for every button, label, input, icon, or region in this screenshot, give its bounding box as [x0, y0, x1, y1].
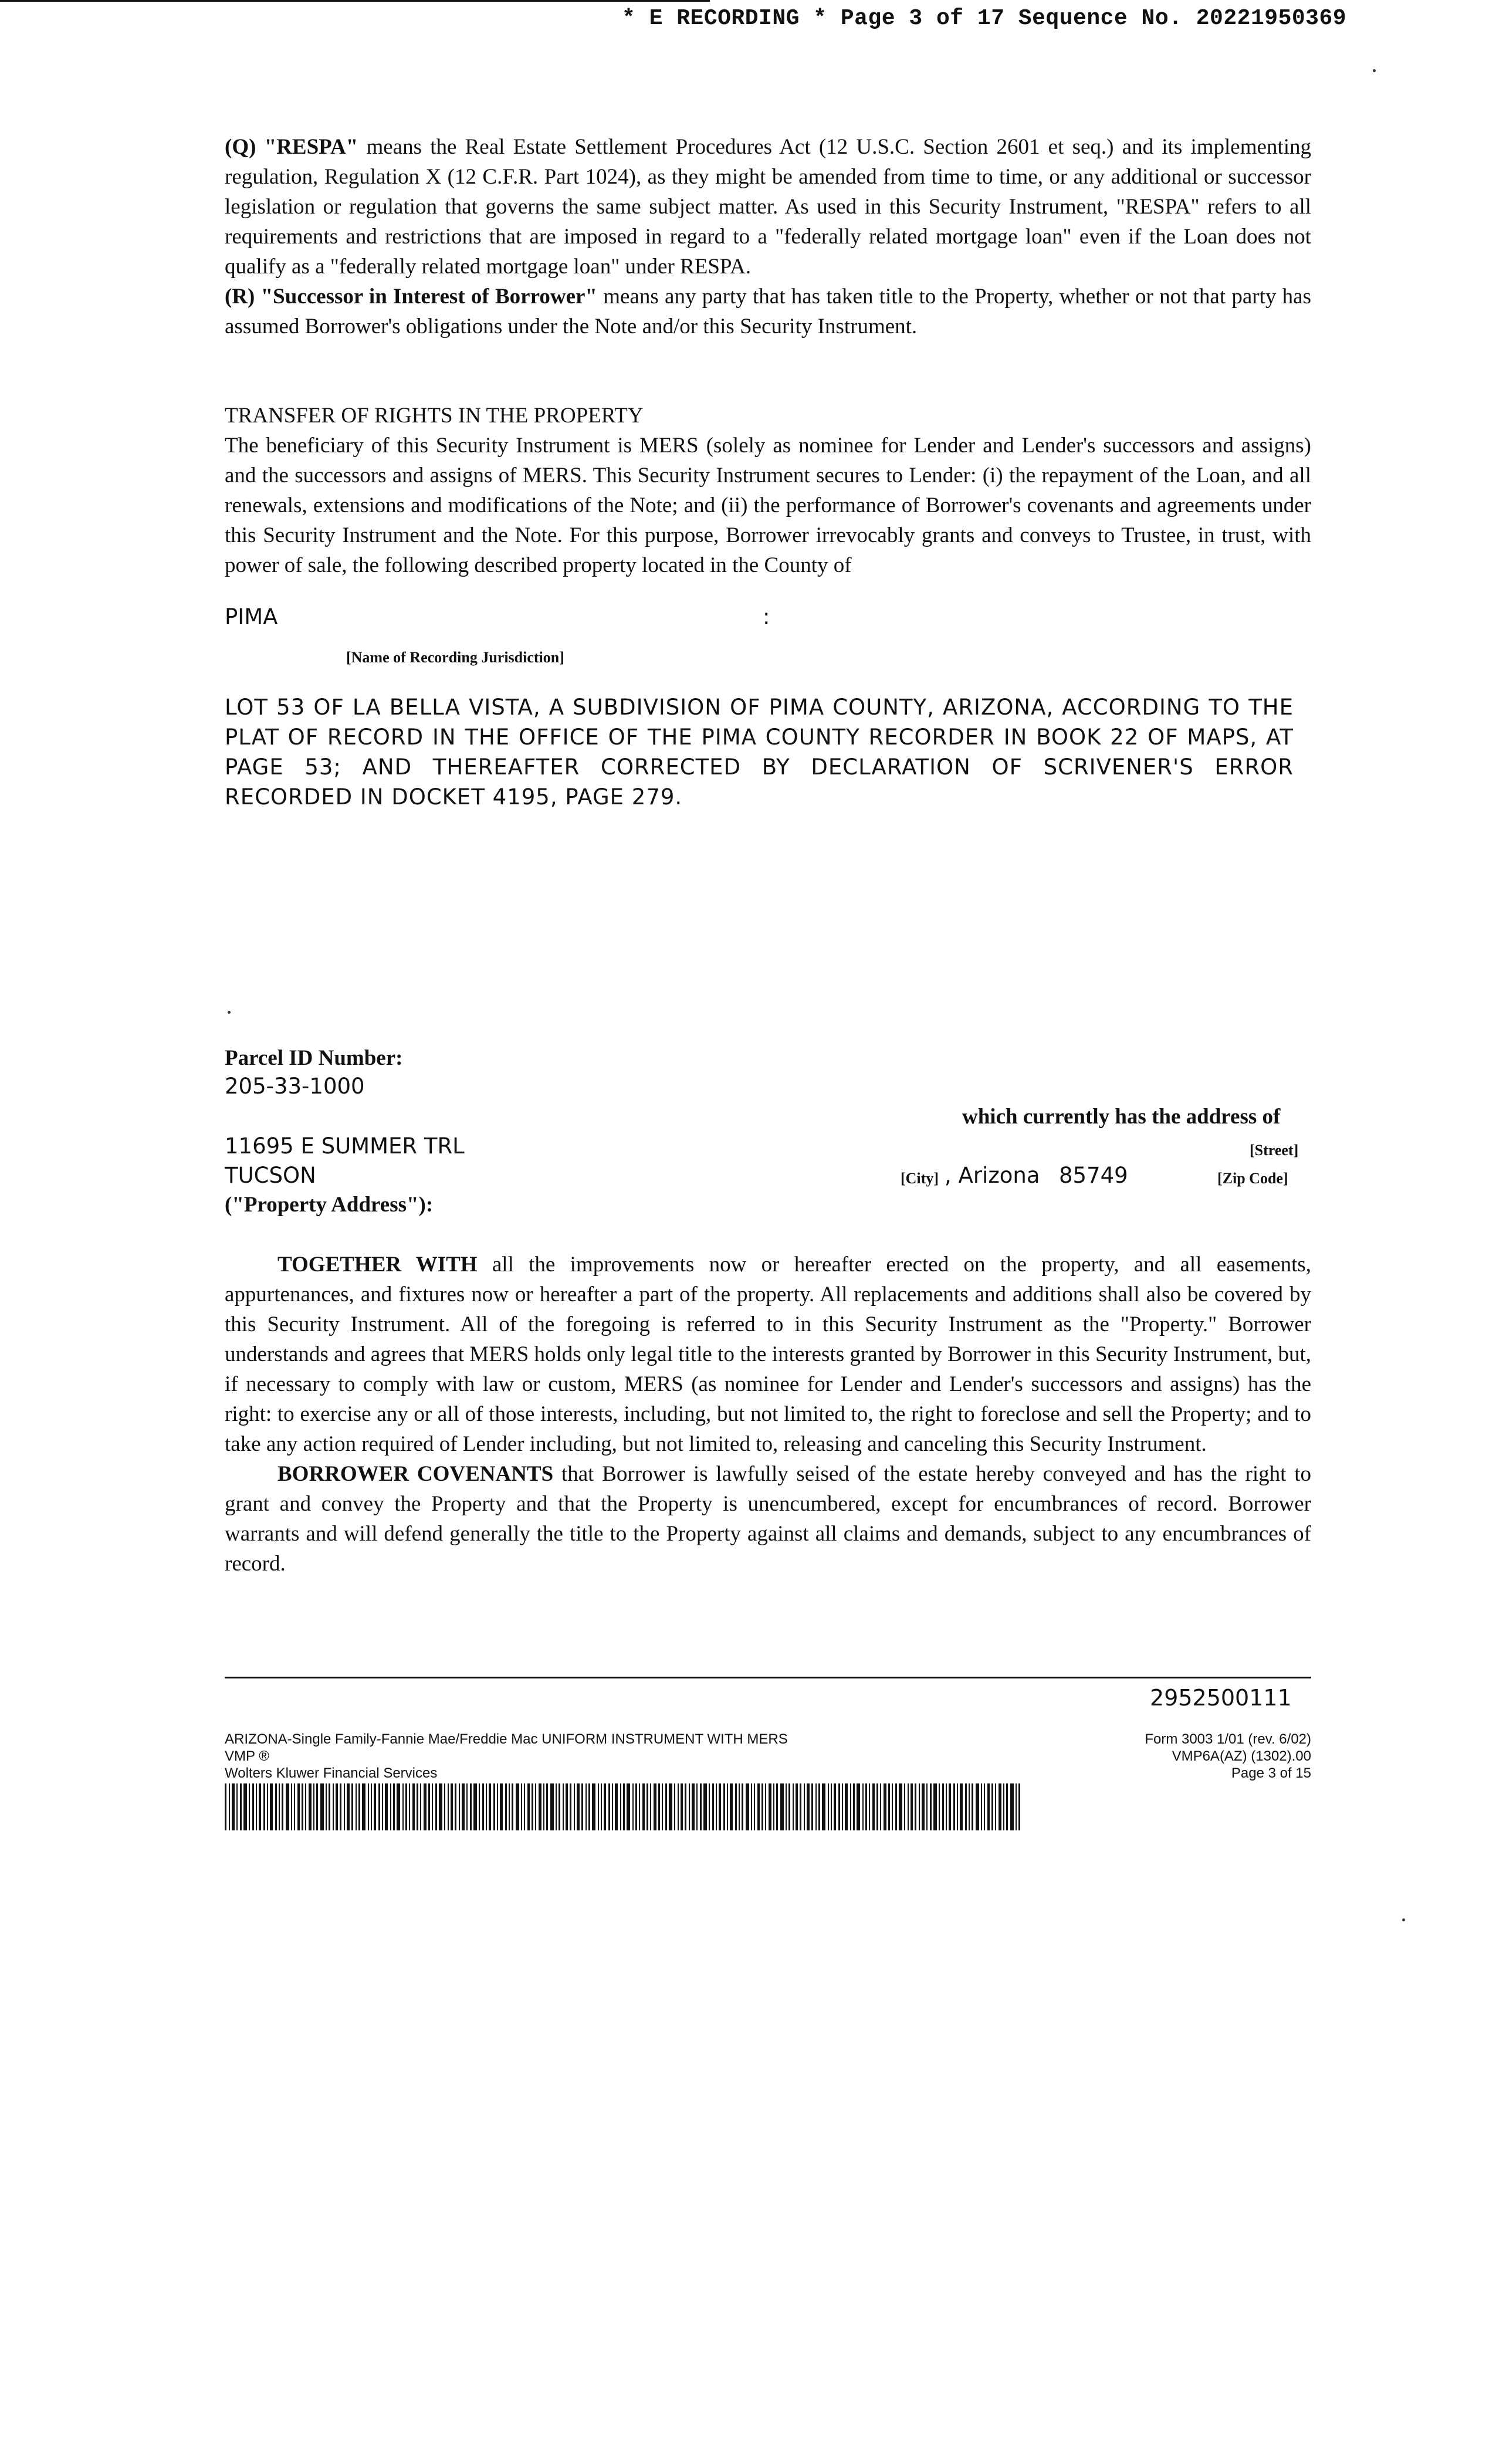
- barcode-bar: [393, 1783, 395, 1830]
- barcode-bar: [654, 1783, 656, 1830]
- barcode-bar: [773, 1783, 774, 1830]
- definition-q-text: means the Real Estate Settlement Procedures Act (12 U.S.C. Section 2601 et seq.) and its implementing regulation, Regulation X (12 C.F.R. Part 1024), as they might be amended from time to time, or any additional or successor legislation or regulation that governs the same subject matter. As used in this Security Instrument, "RESPA" refers to all requirements and restrictions that are imposed in regard to a "federally related mortgage loan" even if the Loan does not qualify as a "federally related mortgage loan" under RESPA.: [225, 135, 1311, 279]
- barcode-bar: [397, 1783, 400, 1830]
- barcode-bar: [351, 1783, 353, 1830]
- barcode-bar: [904, 1783, 905, 1830]
- conveyance-section: [225, 1250, 1311, 1579]
- barcode-bar: [405, 1783, 407, 1830]
- barcode-bar: [800, 1783, 801, 1830]
- barcode-bar: [497, 1783, 498, 1830]
- barcode-bar: [470, 1783, 472, 1830]
- barcode-bar: [358, 1783, 360, 1830]
- barcode-bar: [919, 1783, 920, 1830]
- barcode-bar: [786, 1783, 787, 1830]
- barcode-bar: [850, 1783, 851, 1830]
- barcode-bar: [521, 1783, 522, 1830]
- barcode-bar: [880, 1783, 881, 1830]
- barcode-bar: [489, 1783, 491, 1830]
- barcode-bar: [479, 1783, 480, 1830]
- barcode-bar: [642, 1783, 645, 1830]
- city-label: [City]: [901, 1170, 939, 1187]
- barcode-bar: [793, 1783, 794, 1830]
- barcode-bar: [574, 1783, 575, 1830]
- street-label: [Street]: [1250, 1142, 1299, 1159]
- address-intro: which currently has the address of: [962, 1105, 1281, 1129]
- barcode-bar: [535, 1783, 536, 1830]
- barcode-bar: [291, 1783, 292, 1830]
- barcode-bar: [524, 1783, 525, 1830]
- definition-q: [225, 132, 1311, 282]
- barcode-bar: [601, 1783, 602, 1830]
- barcode-bar: [727, 1783, 728, 1830]
- barcode-bar: [236, 1783, 238, 1830]
- barcode-bar: [432, 1783, 433, 1830]
- barcode-bar: [232, 1783, 235, 1830]
- barcode-bar: [302, 1783, 303, 1830]
- barcode-bar: [263, 1783, 265, 1830]
- barcode-bar: [757, 1783, 760, 1830]
- barcode-bar: [320, 1783, 324, 1830]
- barcode-bar: [620, 1783, 621, 1830]
- barcode-bar: [1006, 1783, 1008, 1830]
- barcode-bar: [1003, 1783, 1004, 1830]
- barcode-bar: [969, 1783, 970, 1830]
- barcode-bar: [444, 1783, 445, 1830]
- barcode-bar: [742, 1783, 743, 1830]
- barcode-bar: [382, 1783, 383, 1830]
- barcode-bar: [592, 1783, 595, 1830]
- barcode-bar: [716, 1783, 717, 1830]
- barcode-bar: [658, 1783, 660, 1830]
- barcode-bar: [957, 1783, 958, 1830]
- barcode-bar: [374, 1783, 376, 1830]
- barcode-bar: [267, 1783, 268, 1830]
- barcode-bar: [412, 1783, 415, 1830]
- barcode-bar: [627, 1783, 630, 1830]
- street-value: 11695 E SUMMER TRL: [225, 1133, 465, 1159]
- definition-q-label: (Q) "RESPA": [225, 135, 358, 159]
- barcode-bar: [739, 1783, 740, 1830]
- barcode-bar: [780, 1783, 784, 1830]
- definition-r-label: (R) "Successor in Interest of Borrower": [225, 285, 597, 309]
- barcode-bar: [765, 1783, 766, 1830]
- barcode-bar: [639, 1783, 640, 1830]
- borrower-covenants-lead: BORROWER COVENANTS: [277, 1462, 554, 1486]
- form-number: Form 3003 1/01 (rev. 6/02): [1145, 1731, 1311, 1747]
- barcode-bar: [493, 1783, 495, 1830]
- publisher-name: Wolters Kluwer Financial Services: [225, 1765, 438, 1781]
- definition-r-text: means any party that has taken title to the Property, whether or not that party has assumed Borrower's obligations under the Note and/or this Security Instrument.: [225, 285, 1311, 339]
- barcode-bar: [309, 1783, 312, 1830]
- barcode-bar: [305, 1783, 306, 1830]
- city-value: TUCSON: [225, 1163, 316, 1188]
- barcode-bar: [473, 1783, 477, 1830]
- barcode-bar: [225, 1783, 226, 1830]
- barcode-bar: [807, 1783, 810, 1830]
- barcode-bar: [930, 1783, 932, 1830]
- barcode-bar: [828, 1783, 829, 1830]
- barcode-bar: [368, 1783, 369, 1830]
- barcode-bar: [674, 1783, 675, 1830]
- barcode-bar: [420, 1783, 421, 1830]
- barcode-bar: [984, 1783, 985, 1830]
- vmp-mark: VMP ®: [225, 1748, 269, 1764]
- barcode-bar: [344, 1783, 345, 1830]
- recording-header: * E RECORDING * Page 3 of 17 Sequence No. 20221950369: [622, 6, 1347, 31]
- barcode-bar: [326, 1783, 327, 1830]
- barcode-bar: [892, 1783, 893, 1830]
- barcode-bar: [417, 1783, 418, 1830]
- barcode-bar: [240, 1783, 242, 1830]
- footer-rule: [225, 1677, 1311, 1678]
- barcode-bar: [347, 1783, 350, 1830]
- barcode-bar: [884, 1783, 886, 1830]
- barcode-bar: [751, 1783, 752, 1830]
- legal-description: LOT 53 OF LA BELLA VISTA, A SUBDIVISION OF PIMA COUNTY, ARIZONA, ACCORDING TO THE PLAT OF RECORD IN THE OFFICE OF THE PIMA COUNTY RECORDER IN BOOK 22 OF MAPS, AT PAGE 53; AND THEREAFTER CORRECTED BY DECLARATION OF SCRIVENER'S ERROR RECORDED IN DOCKET 4195, PAGE 279.: [225, 695, 1294, 810]
- barcode-bar: [991, 1783, 993, 1830]
- barcode-bar: [999, 1783, 1001, 1830]
- barcode-bar: [259, 1783, 261, 1830]
- barcode-bar: [409, 1783, 410, 1830]
- barcode-bar: [539, 1783, 541, 1830]
- barcode-bar: [356, 1783, 357, 1830]
- barcode-bar: [559, 1783, 560, 1830]
- barcode-bar: [939, 1783, 940, 1830]
- barcode-bar: [915, 1783, 916, 1830]
- barcode-bar: [949, 1783, 951, 1830]
- transfer-section: [225, 401, 1311, 580]
- barcode-bar: [796, 1783, 798, 1830]
- barcode-bar: [981, 1783, 982, 1830]
- borrower-covenants-paragraph: [225, 1459, 1311, 1579]
- county-name: PIMA: [225, 604, 278, 629]
- barcode-bar: [647, 1783, 648, 1830]
- transfer-heading: TRANSFER OF RIGHTS IN THE PROPERTY: [225, 404, 644, 428]
- barcode-bar: [960, 1783, 963, 1830]
- barcode-bar: [455, 1783, 456, 1830]
- barcode-bar: [252, 1783, 254, 1830]
- together-with-lead: TOGETHER WITH: [277, 1253, 478, 1277]
- barcode-bar: [632, 1783, 634, 1830]
- form-page-number: Page 3 of 15: [1231, 1765, 1311, 1781]
- barcode-bar: [581, 1783, 583, 1830]
- barcode-bar: [662, 1783, 663, 1830]
- barcode-bar: [719, 1783, 721, 1830]
- barcode-bar: [857, 1783, 860, 1830]
- barcode-bar: [953, 1783, 955, 1830]
- barcode-bar: [516, 1783, 519, 1830]
- barcode-bar: [692, 1783, 695, 1830]
- barcode-bar: [608, 1783, 610, 1830]
- definitions-section: [225, 132, 1311, 341]
- barcode-bar: [556, 1783, 557, 1830]
- barcode-bar: [585, 1783, 587, 1830]
- barcode-bar: [681, 1783, 683, 1830]
- barcode-bar: [428, 1783, 430, 1830]
- barcode-bar: [776, 1783, 778, 1830]
- barcode-bar: [635, 1783, 637, 1830]
- barcode-bar: [297, 1783, 300, 1830]
- barcode-bar: [275, 1783, 277, 1830]
- barcode-bar: [685, 1783, 686, 1830]
- barcode-bar: [769, 1783, 771, 1830]
- barcode-bar: [838, 1783, 840, 1830]
- barcode-bar: [604, 1783, 606, 1830]
- barcode-bar: [845, 1783, 848, 1830]
- barcode-bar: [788, 1783, 790, 1830]
- barcode-bar: [926, 1783, 928, 1830]
- barcode-bar: [872, 1783, 875, 1830]
- barcode-bar: [329, 1783, 330, 1830]
- barcode-bar: [615, 1783, 618, 1830]
- barcode-bar: [282, 1783, 283, 1830]
- barcode-bar: [279, 1783, 280, 1830]
- barcode-bar: [439, 1783, 442, 1830]
- barcode-bar: [509, 1783, 510, 1830]
- barcode-bar: [723, 1783, 725, 1830]
- barcode-bar: [908, 1783, 909, 1830]
- footer-left: [225, 1731, 788, 1782]
- barcode-bar: [286, 1783, 289, 1830]
- barcode-bar: [623, 1783, 625, 1830]
- barcode-bar: [933, 1783, 937, 1830]
- legal-description-section: [225, 692, 1294, 812]
- barcode-bar: [249, 1783, 250, 1830]
- barcode-bar: [570, 1783, 571, 1830]
- barcode-bar: [761, 1783, 763, 1830]
- barcode-bar: [703, 1783, 707, 1830]
- barcode-bar: [730, 1783, 733, 1830]
- barcode-bar: [822, 1783, 825, 1830]
- barcode-bar: [709, 1783, 710, 1830]
- barcode-bar: [995, 1783, 996, 1830]
- barcode-bar: [831, 1783, 832, 1830]
- barcode-bar: [229, 1783, 230, 1830]
- barcode-bar: [696, 1783, 698, 1830]
- parcel-label: Parcel ID Number:: [225, 1046, 403, 1070]
- barcode-bar: [869, 1783, 870, 1830]
- county-colon: :: [763, 604, 770, 629]
- barcode-bar: [689, 1783, 690, 1830]
- barcode-bar: [543, 1783, 544, 1830]
- barcode-bar: [888, 1783, 890, 1830]
- barcode-bar: [424, 1783, 427, 1830]
- parcel-number: 205-33-1000: [225, 1074, 365, 1099]
- barcode-bar: [842, 1783, 843, 1830]
- scan-speck: [1402, 1918, 1405, 1921]
- barcode-bar: [316, 1783, 318, 1830]
- form-title: ARIZONA-Single Family-Fannie Mae/Freddie Mac UNIFORM INSTRUMENT WITH MERS: [225, 1731, 788, 1747]
- barcode-bar: [818, 1783, 820, 1830]
- barcode-bar: [313, 1783, 314, 1830]
- barcode-bar: [811, 1783, 813, 1830]
- barcode-bar: [340, 1783, 341, 1830]
- barcode-bar: [598, 1783, 599, 1830]
- barcode-bar: [577, 1783, 580, 1830]
- barcode-bar: [505, 1783, 507, 1830]
- barcode-bar: [942, 1783, 944, 1830]
- loan-number: 2952500111: [1150, 1685, 1292, 1711]
- barcode-bar: [834, 1783, 836, 1830]
- barcode-bar: [804, 1783, 805, 1830]
- state-prefix: , Arizona: [945, 1163, 1040, 1188]
- barcode-bar: [462, 1783, 465, 1830]
- barcode-bar: [965, 1783, 967, 1830]
- barcode-bar: [390, 1783, 391, 1830]
- barcode-bar: [563, 1783, 564, 1830]
- barcode-bar: [482, 1783, 484, 1830]
- barcode-bar: [512, 1783, 513, 1830]
- scan-speck: [1373, 69, 1376, 72]
- barcode-bar: [486, 1783, 487, 1830]
- barcode-bar: [243, 1783, 247, 1830]
- barcode-bar: [876, 1783, 878, 1830]
- barcode-bar: [612, 1783, 613, 1830]
- barcode-bar: [712, 1783, 714, 1830]
- together-with-text: all the improvements now or hereafter erected on the property, and all easements, appurtenances, and fixtures now or hereafter a part of the property. All replacements and additions shall also be covered by this Security Instrument. All of the foregoing is referred to in this Security Instrument as the "Property." Borrower understands and agrees that MERS holds only legal title to the interests granted by Borrower in this Security Instrument, but, if necessary to comply with law or custom, MERS (as nominee for Lender and Lender's successors and assigns) has the right: to exercise any or all of those interests, including, but not limited to, the right to foreclose and sell the Property; and to take any action required of Lender including, but not limited to, releasing and canceling this Security Instrument.: [225, 1253, 1312, 1456]
- barcode-bar: [700, 1783, 702, 1830]
- barcode-bar: [895, 1783, 897, 1830]
- definition-r: [225, 282, 1311, 341]
- barcode-bar: [1018, 1783, 1020, 1830]
- together-with-paragraph: [225, 1250, 1311, 1459]
- barcode-bar: [527, 1783, 530, 1830]
- barcode-bar: [378, 1783, 380, 1830]
- borrower-covenants-text: that Borrower is lawfully seised of the estate hereby conveyed and has the right to grant and convey the Property and that the Property is unencumbered, except for encumbrances of record. Borrower warrants and will defend generally the title to the Property against all claims and demands, subject to any encumbrances of record.: [225, 1462, 1311, 1576]
- barcode-bar: [459, 1783, 460, 1830]
- barcode-bar: [853, 1783, 855, 1830]
- barcode-bar: [754, 1783, 755, 1830]
- jurisdiction-label: [Name of Recording Jurisdiction]: [346, 649, 564, 666]
- barcode-bar: [402, 1783, 404, 1830]
- zip-value: 85749: [1059, 1163, 1128, 1188]
- zip-label: [Zip Code]: [1217, 1170, 1288, 1187]
- barcode-bar: [746, 1783, 749, 1830]
- barcode-bar: [270, 1783, 273, 1830]
- barcode-bar: [650, 1783, 651, 1830]
- barcode-bar: [333, 1783, 334, 1830]
- barcode-bar: [911, 1783, 913, 1830]
- transfer-text: The beneficiary of this Security Instrument is MERS (solely as nominee for Lender and Lender's successors and assigns) and the successors and assigns of MERS. This Security Instrument secures to Lender: (i) the repayment of the Loan, and all renewals, extensions and modifications of the Note; and (ii) the performance of Borrower's covenants and agreements under this Security Instrument and the Note. For this purpose, Borrower irrevocably grants and conveys to Trustee, in trust, with power of sale, the following described property located in the County of: [225, 434, 1311, 577]
- barcode-bar: [385, 1783, 388, 1830]
- barcode-bar: [256, 1783, 257, 1830]
- barcode-bar: [669, 1783, 672, 1830]
- footer-right: [997, 1731, 1311, 1782]
- barcode-bar: [865, 1783, 867, 1830]
- barcode-bar: [665, 1783, 667, 1830]
- barcode-bar: [862, 1783, 864, 1830]
- barcode-bar: [448, 1783, 449, 1830]
- barcode-bar: [294, 1783, 295, 1830]
- barcode-bar: [435, 1783, 437, 1830]
- barcode-bar: [466, 1783, 468, 1830]
- barcode-bar: [371, 1783, 372, 1830]
- top-rule: [0, 0, 710, 2]
- barcode-bar: [1016, 1783, 1017, 1830]
- barcode-bar: [500, 1783, 503, 1830]
- barcode-bar: [946, 1783, 947, 1830]
- barcode-bar: [546, 1783, 548, 1830]
- scan-speck: [228, 1011, 231, 1014]
- barcode-bar: [815, 1783, 817, 1830]
- vmp-code: VMP6A(AZ) (1302).00: [1172, 1748, 1311, 1764]
- barcode-bar: [362, 1783, 365, 1830]
- barcode-bar: [678, 1783, 679, 1830]
- barcode: [225, 1783, 1028, 1830]
- barcode-bar: [566, 1783, 568, 1830]
- barcode-bar: [899, 1783, 902, 1830]
- barcode-bar: [451, 1783, 453, 1830]
- barcode-bar: [735, 1783, 737, 1830]
- barcode-bar: [550, 1783, 554, 1830]
- barcode-bar: [987, 1783, 990, 1830]
- barcode-bar: [336, 1783, 338, 1830]
- barcode-bar: [588, 1783, 590, 1830]
- property-address-label: ("Property Address"):: [225, 1193, 434, 1217]
- barcode-bar: [532, 1783, 533, 1830]
- barcode-bar: [922, 1783, 925, 1830]
- barcode-bar: [1010, 1783, 1014, 1830]
- barcode-bar: [972, 1783, 973, 1830]
- barcode-bar: [976, 1783, 979, 1830]
